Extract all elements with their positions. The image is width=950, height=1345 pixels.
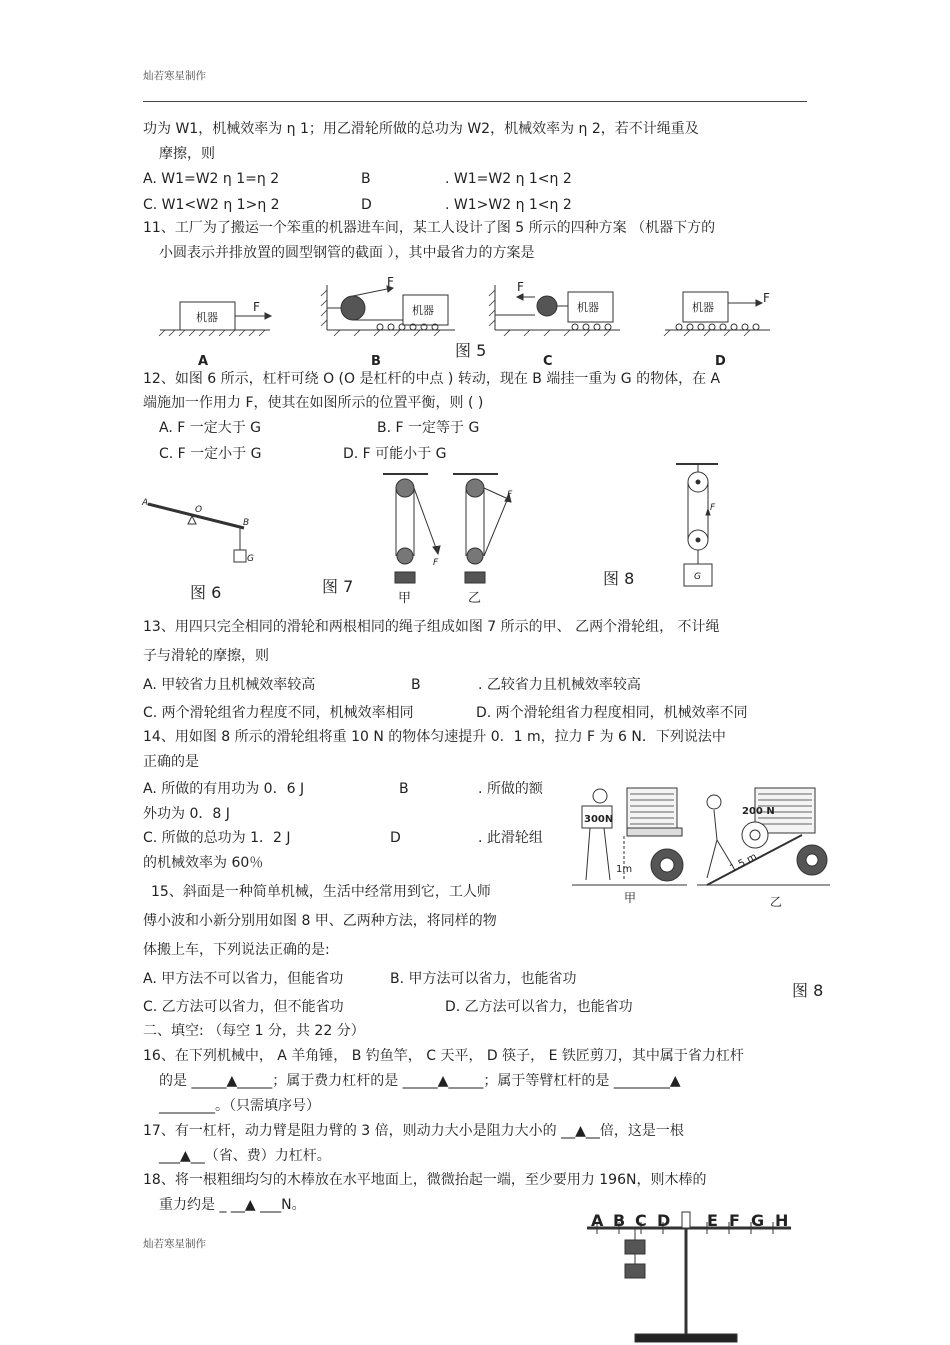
lever-letter-d: D [657,1211,671,1230]
q13-option-d: D. 两个滑轮组省力程度相同，机械效率不同 [476,705,748,721]
q12-option-c: C. F 一定小于 G [159,446,262,462]
fig7-force-yi: F [507,490,513,500]
q12-line1: 12、如图 6 所示，杠杆可绕 O (O 是杠杆的中点 ) 转动，现在 B 端挂一重为 G 的物体，在 A [143,371,721,387]
q15-option-d: D. 乙方法可以省力，也能省功 [445,999,633,1015]
fig8-label-jia: 甲 [624,891,637,905]
lever-letter-h: H [775,1211,789,1230]
q10-line1: 功为 W1，机械效率为 η 1；用乙滑轮所做的总功为 W2，机械效率为 η 2，若不计绳重及 [143,121,699,137]
lever-letter-b: B [613,1211,626,1230]
fig5-machine-a: 机器 [196,311,218,324]
q13-option-b-letter: B [411,677,421,693]
fig6-label-o: O [195,505,203,515]
fig5-machine-c: 机器 [577,301,599,314]
fig5-scheme-b [321,285,455,336]
q14-line1: 14、用如图 8 所示的滑轮组将重 10 N 的物体匀速提升 0．1 m，拉力 F 为 6 N．下列说法中 [143,729,726,745]
q14-line2: 正确的是 [143,754,199,770]
fig8-weight-jia: 300N [584,814,614,825]
fig7-caption: 图 7 [322,577,354,596]
fig8-length: 1.5 m [728,851,759,875]
q14-option-d-letter: D [390,830,401,846]
q17-line2: ___▲__（省、费）力杠杆。 [159,1148,331,1164]
fig8-force: F [710,503,716,513]
lever-letter-f: F [729,1211,740,1230]
fig5-scheme-c [489,285,620,336]
q10-option-d-letter: D [361,197,372,213]
q12-option-d: D. F 可能小于 G [343,446,447,462]
q14-option-d-cont: 的机械效率为 60％ [143,855,264,871]
q13-line2: 子与滑轮的摩擦，则 [143,648,269,664]
figure-5 [155,275,795,370]
q10-option-b-letter: B [361,171,371,187]
fig6-caption: 图 6 [190,583,222,602]
fig5-force-d: F [763,291,770,305]
lever-letter-g: G [751,1211,765,1230]
figure-7 [318,468,538,608]
fig8-incline-caption: 图 8 [792,981,824,1000]
q14-option-a: A. 所做的有用功为 0．6 J [143,781,305,797]
fig8-label-yi: 乙 [770,895,783,909]
q16-line3: ________。（只需填序号） [159,1098,320,1114]
q11-line1: 11、工厂为了搬运一个笨重的机器进车间，某工人设计了图 5 所示的四种方案 （机器下方的 [143,220,716,236]
page-header: 灿若寒星制作 [143,70,206,82]
q12-line2: 端施加一作用力 F，使其在如图所示的位置平衡，则 ( ) [143,395,484,411]
page-footer: 灿若寒星制作 [143,1238,206,1250]
fig7-label-yi: 乙 [468,591,482,606]
fig6-label-g: G [247,554,254,564]
q15-option-a: A. 甲方法不可以省力，但能省功 [143,971,344,987]
q11-line2: 小圆表示并排放置的圆型钢管的截面 ），其中最省力的方案是 [159,245,535,261]
fig5-force-a: F [253,300,260,314]
q17-line1: 17、有一杠杆，动力臂是阻力臂的 3 倍，则动力大小是阻力大小的 __▲__倍，这是一根 [143,1123,684,1139]
q10-option-a: A. W1=W2 η 1=η 2 [143,171,280,187]
fig5-label-c: C [543,354,553,369]
q16-line2: 的是 _____▲_____；属于费力杠杆的是 _____▲_____；属于等臂杠杆的是 ________▲ [159,1073,681,1089]
q15-option-c: C. 乙方法可以省力，但不能省功 [143,999,344,1015]
figure-8-incline [572,780,830,910]
q18-line1: 18、将一根粗细均匀的木棒放在水平地面上，微微抬起一端，至少要用力 196N，则木棒的 [143,1172,707,1188]
lever-letter-a: A [591,1211,604,1230]
q13-option-c: C. 两个滑轮组省力程度不同，机械效率相同 [143,705,414,721]
fig6-label-a: A [142,498,149,508]
header-rule [143,101,807,102]
fig5-force-c: F [517,280,524,294]
fig8-weight-yi: 200 N [742,806,775,817]
figure-8-pulley [598,460,733,590]
q14-option-b-letter: B [399,781,409,797]
q14-option-c: C. 所做的总功为 1．2 J [143,830,291,846]
q16-line1: 16、在下列机械中， A 羊角锤， B 钓鱼竿， C 天平， D 筷子， E 铁匠剪刀，其中属于省力杠杆 [143,1048,744,1064]
figure-6 [140,490,260,605]
q13-line1: 13、用四只完全相同的滑轮和两根相同的绳子组成如图 7 所示的甲、 乙两个滑轮组， 不计绳 [143,619,720,635]
q15-line2: 傅小波和小新分别用如图 8 甲、乙两种方法，将同样的物 [143,913,497,929]
q12-option-b: B. F 一定等于 G [377,420,480,436]
q15-option-b: B. 甲方法可以省力，也能省功 [390,971,577,987]
q10-option-d: . W1>W2 η 1<η 2 [445,197,572,213]
q14-option-b: . 所做的额 [478,781,543,797]
q10-line2: 摩擦，则 [159,146,215,162]
q13-option-a: A. 甲较省力且机械效率较高 [143,677,316,693]
section-2-title: 二、填空: （每空 1 分，共 22 分） [143,1023,365,1039]
lever-letter-e: E [707,1211,718,1230]
fig8-caption: 图 8 [603,569,635,588]
q14-option-d: . 此滑轮组 [478,830,543,846]
fig8-weight: G [694,572,701,582]
q14-option-b-cont: 外功为 0．8 J [143,806,230,822]
fig5-label-b: B [371,354,381,369]
fig5-label-d: D [715,354,726,369]
fig7-force-jia: F [433,558,439,568]
fig6-label-b: B [243,518,250,528]
fig5-scheme-d [664,292,770,336]
q15-line1: 15、斜面是一种简单机械，生活中经常用到它，工人师 [151,884,491,900]
q12-option-a: A. F 一定大于 G [159,420,262,436]
fig5-machine-d: 机器 [692,301,714,314]
q10-option-c: C. W1<W2 η 1>η 2 [143,197,280,213]
fig5-caption: 图 5 [455,341,487,360]
figure-lever-balance [585,1208,795,1345]
fig7-label-jia: 甲 [398,591,412,606]
fig8-height: 1m [616,864,633,875]
fig5-label-a: A [198,354,209,369]
q10-option-b: . W1=W2 η 1<η 2 [445,171,572,187]
fig5-machine-b: 机器 [412,304,434,317]
fig5-force-b: F [387,275,394,289]
q15-line3: 体搬上车，下列说法正确的是: [143,942,330,958]
q13-option-b: . 乙较省力且机械效率较高 [478,677,641,693]
q18-line2: 重力约是 _ __▲ ___N。 [159,1197,306,1213]
lever-letter-c: C [635,1211,647,1230]
